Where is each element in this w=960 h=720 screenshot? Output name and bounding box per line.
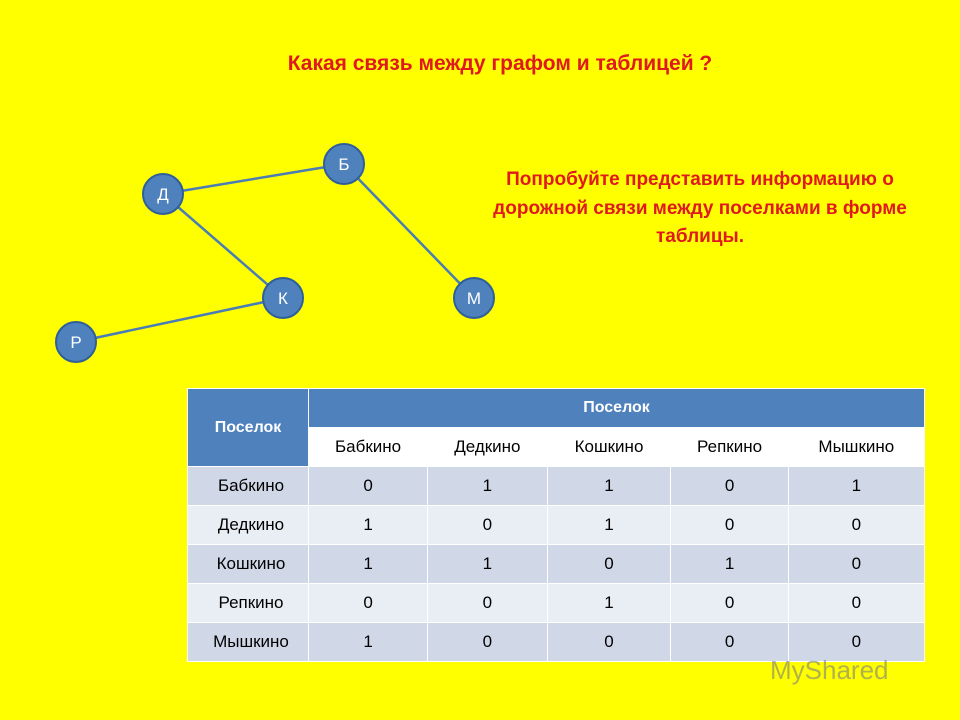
table-cell: 1 — [309, 623, 428, 662]
table-cell: 0 — [428, 584, 547, 623]
table-cell: 1 — [547, 584, 671, 623]
graph-edge — [76, 298, 283, 342]
row-label: Бабкино — [188, 467, 309, 506]
table-cell: 0 — [671, 584, 788, 623]
table-row — [188, 584, 925, 623]
row-label: Дедкино — [188, 506, 309, 545]
graph-node-label: Д — [157, 185, 169, 204]
table-row — [188, 506, 925, 545]
slide-title: Какая связь между графом и таблицей ? — [287, 52, 713, 75]
row-label: Кошкино — [188, 545, 309, 584]
table-cell: 0 — [547, 545, 671, 584]
adjacency-table — [187, 388, 925, 662]
task-hint: Попробуйте представить информацию о дорожной связи между поселками в форме таблицы. — [493, 169, 907, 247]
graph-edge — [163, 194, 283, 298]
graph-node-label: М — [466, 289, 482, 308]
graph-node-label: Б — [338, 155, 350, 174]
table-cell: 1 — [671, 545, 788, 584]
table-cell: 1 — [788, 467, 924, 506]
table-cell: 0 — [788, 623, 924, 662]
column-header: Мышкино — [788, 428, 924, 467]
column-header: Бабкино — [309, 428, 428, 467]
corner-header: Поселок — [188, 389, 309, 467]
table-cell: 0 — [309, 467, 428, 506]
graph-edge — [163, 164, 344, 194]
row-label: Репкино — [188, 584, 309, 623]
table-cell: 1 — [309, 506, 428, 545]
row-label: Мышкино — [188, 623, 309, 662]
table-row — [188, 467, 925, 506]
table-row — [188, 545, 925, 584]
table-cell: 0 — [309, 584, 428, 623]
column-header: Репкино — [671, 428, 788, 467]
table-cell: 1 — [428, 467, 547, 506]
table-cell: 1 — [547, 506, 671, 545]
table-cell: 0 — [671, 623, 788, 662]
table-cell: 0 — [671, 506, 788, 545]
group-header: Поселок — [309, 389, 925, 428]
table-cell: 0 — [671, 467, 788, 506]
table-cell: 1 — [547, 467, 671, 506]
watermark-logo: MyShared — [770, 655, 889, 685]
graph-edge — [344, 164, 474, 298]
table-cell: 1 — [428, 545, 547, 584]
table-cell: 1 — [309, 545, 428, 584]
column-header: Дедкино — [428, 428, 547, 467]
table-cell: 0 — [788, 584, 924, 623]
graph-node-label: Р — [70, 333, 82, 352]
table-cell: 0 — [428, 623, 547, 662]
table-cell: 0 — [788, 506, 924, 545]
column-header: Кошкино — [547, 428, 671, 467]
graph-node-label: К — [278, 289, 288, 308]
table-cell: 0 — [788, 545, 924, 584]
table-cell: 0 — [428, 506, 547, 545]
table-cell: 0 — [547, 623, 671, 662]
